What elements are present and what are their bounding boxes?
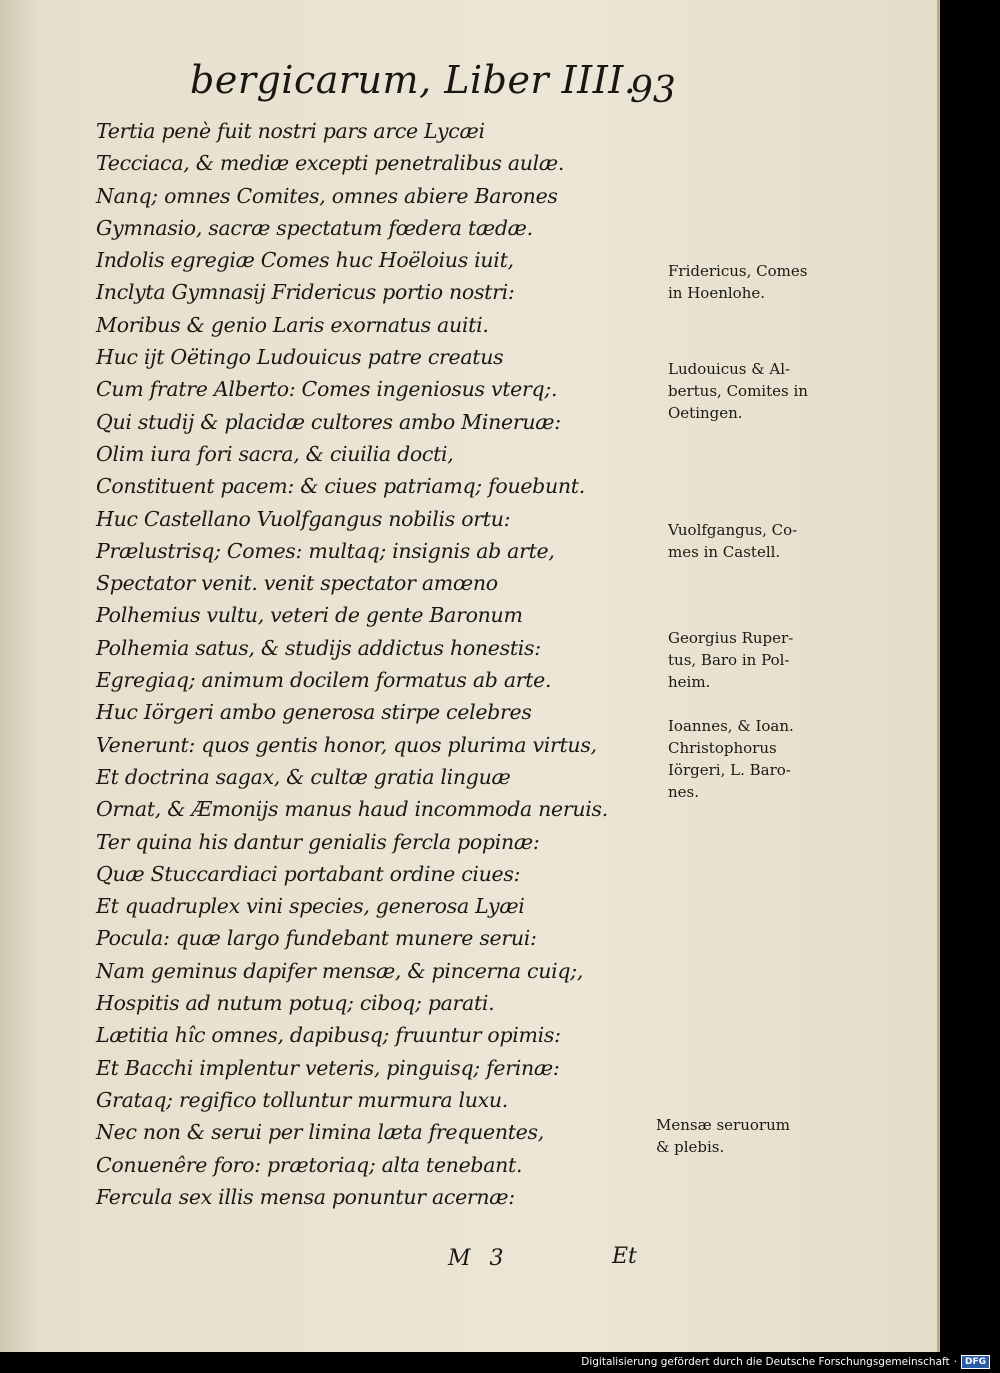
margin-note-castell xyxy=(668,519,843,563)
margin-note-mensae xyxy=(656,1114,831,1158)
margin-note-line: Fridericus, Comes xyxy=(668,262,808,280)
verse-list xyxy=(96,115,656,1213)
margin-note-oetingen xyxy=(668,358,843,424)
verse-line: Et Bacchi implentur veteris, pinguisq; ferinæ: xyxy=(96,1055,560,1080)
verse-line: Constituent pacem: & ciues patriamq; fouebunt. xyxy=(96,474,585,499)
dfg-logo-icon: DFG xyxy=(961,1355,990,1369)
verse-line: Nam geminus dapifer mensæ, & pincerna cuiq;, xyxy=(96,958,584,983)
verse-line: Venerunt: quos gentis honor, quos plurima virtus, xyxy=(96,732,597,757)
verse-line: Polhemia satus, & studijs addictus honestis: xyxy=(96,635,541,660)
verse-line: Huc Castellano Vuolfgangus nobilis ortu: xyxy=(96,506,511,531)
margin-note-line: & plebis. xyxy=(656,1138,725,1156)
verse-line: Egregiaq; animum docilem formatus ab arte. xyxy=(96,668,552,693)
verse-line: Conuenêre foro: prætoriaq; alta tenebant. xyxy=(96,1152,523,1177)
verse-line: Lætitia hîc omnes, dapibusq; fruuntur opimis: xyxy=(96,1023,561,1048)
verse-line: Polhemius vultu, veteri de gente Baronum xyxy=(96,603,523,628)
verse-line: Cum fratre Alberto: Comes ingeniosus vterq;. xyxy=(96,377,558,402)
verse-line: Ter quina his dantur genialis fercla popinæ: xyxy=(96,829,540,854)
verse-line: Nec non & serui per limina læta frequentes, xyxy=(96,1120,544,1145)
verse-line: Indolis egregiæ Comes huc Hoëloius iuit, xyxy=(96,248,514,273)
digitization-credit xyxy=(581,1355,990,1369)
margin-note-joergeri xyxy=(668,715,843,803)
verse-line: Prælustrisq; Comes: multaq; insignis ab arte, xyxy=(96,538,555,563)
margin-note-line: heim. xyxy=(668,673,711,691)
verse-line: Grataq; regifico tolluntur murmura luxu. xyxy=(96,1087,509,1112)
verse-line: Fercula sex illis mensa ponuntur acernæ: xyxy=(96,1184,515,1209)
running-head: bergicarum, Liber IIII. xyxy=(190,58,637,102)
margin-note-line: Ludouicus & Al- xyxy=(668,360,791,378)
margin-note-line: Mensæ seruorum xyxy=(656,1116,790,1134)
margin-note-polheim xyxy=(668,627,843,693)
margin-note-line: Ioannes, & Ioan. xyxy=(668,717,794,735)
separator-dot: · xyxy=(953,1356,957,1368)
catchword: Et xyxy=(612,1244,637,1269)
margin-note-line: tus, Baro in Pol- xyxy=(668,651,790,669)
credit-text: Digitalisierung gefördert durch die Deutsche Forschungsgemeinschaft xyxy=(581,1356,950,1368)
margin-note-line: Georgius Ruper- xyxy=(668,629,794,647)
page-number: 93 xyxy=(630,70,676,111)
verse-line: Et doctrina sagax, & cultæ gratia linguæ xyxy=(96,764,511,789)
signature-mark: M 3 xyxy=(448,1246,510,1271)
verse-line: Moribus & genio Laris exornatus auiti. xyxy=(96,312,489,337)
margin-note-line: mes in Castell. xyxy=(668,543,781,561)
verse-line: Et quadruplex vini species, generosa Lyæi xyxy=(96,894,525,919)
verse-line: Tecciaca, & mediæ excepti penetralibus aulæ. xyxy=(96,151,565,176)
verse-line: Hospitis ad nutum potuq; ciboq; parati. xyxy=(96,991,495,1016)
margin-note-line: in Hoenlohe. xyxy=(668,284,766,302)
margin-note-line: bertus, Comites in xyxy=(668,382,808,400)
verse-line: Gymnasio, sacræ spectatum fœdera tædæ. xyxy=(96,215,533,240)
verse-line: Nanq; omnes Comites, omnes abiere Barones xyxy=(96,183,558,208)
verse-line: Qui studij & placidæ cultores ambo Mineruæ: xyxy=(96,409,561,434)
verse-line: Huc ijt Oëtingo Ludouicus patre creatus xyxy=(96,345,504,370)
verse-line: Pocula: quæ largo fundebant munere serui: xyxy=(96,926,537,951)
verse-line: Tertia penè fuit nostri pars arce Lycæi xyxy=(96,119,485,143)
verse-line: Huc Iörgeri ambo generosa stirpe celebres xyxy=(96,700,532,725)
verse-line: Olim iura fori sacra, & ciuilia docti, xyxy=(96,441,454,466)
margin-note-line: nes. xyxy=(668,783,700,801)
verse-line: Ornat, & Æmonijs manus haud incommoda neruis. xyxy=(96,797,608,822)
margin-note-line: Christophorus xyxy=(668,739,777,757)
margin-note-line: Iörgeri, L. Baro- xyxy=(668,761,791,779)
margin-note-line: Vuolfgangus, Co- xyxy=(668,521,798,539)
verse-line: Spectator venit. venit spectator amœno xyxy=(96,571,498,596)
verse-line: Quæ Stuccardiaci portabant ordine ciues: xyxy=(96,861,521,886)
margin-note-line: Oetingen. xyxy=(668,404,743,422)
verse-line: Inclyta Gymnasij Fridericus portio nostri: xyxy=(96,280,515,305)
margin-note-hoenlohe xyxy=(668,260,843,304)
